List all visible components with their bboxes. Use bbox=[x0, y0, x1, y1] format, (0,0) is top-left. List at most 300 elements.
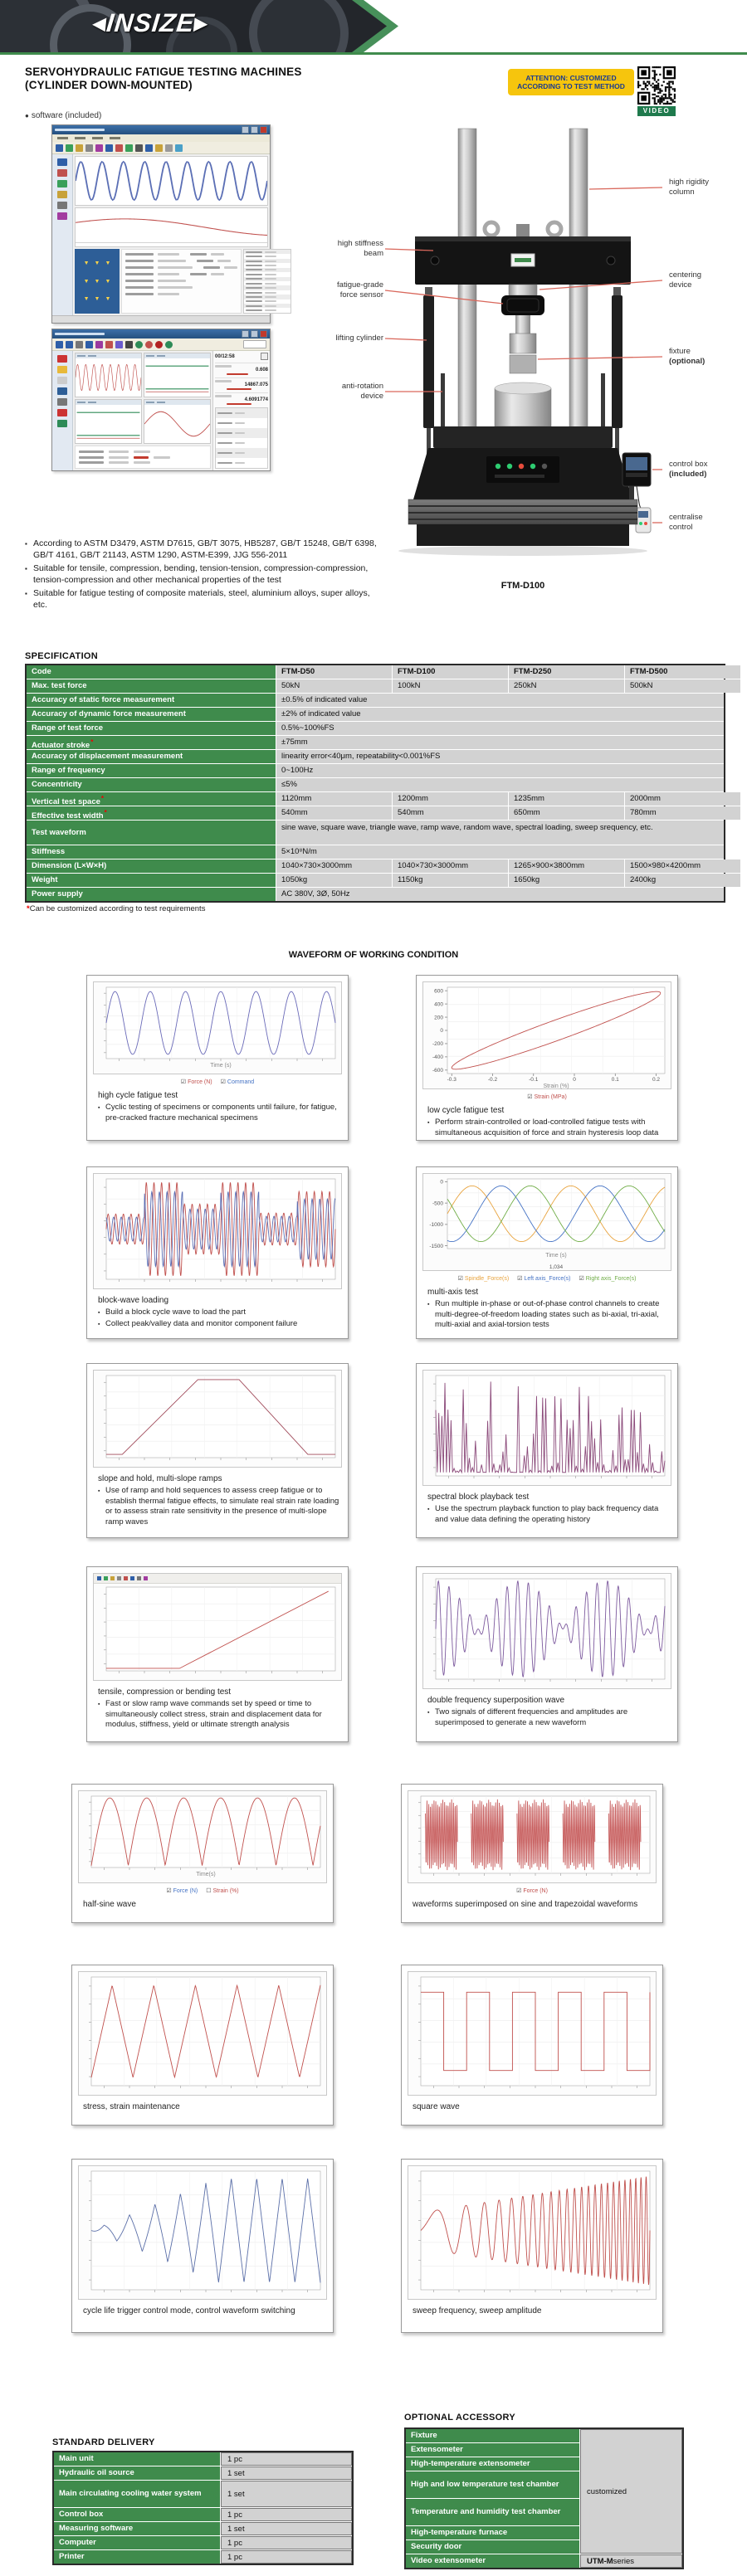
spec-value: FTM-D100 bbox=[393, 665, 508, 679]
svg-text:0: 0 bbox=[573, 1077, 576, 1083]
tool-icon bbox=[135, 341, 143, 348]
waveform-chart bbox=[93, 1573, 342, 1681]
specification-title: SPECIFICATION bbox=[25, 651, 99, 661]
sidebar-icon bbox=[57, 366, 67, 373]
waveform-box bbox=[71, 1784, 334, 1923]
waveform-box bbox=[71, 1965, 334, 2126]
spec-label: Range of frequency bbox=[27, 764, 276, 777]
param-row bbox=[125, 266, 237, 269]
legend-item bbox=[181, 1073, 212, 1088]
param-row bbox=[125, 253, 237, 256]
machine-illustration bbox=[390, 124, 656, 589]
sidebar-icon bbox=[57, 180, 67, 187]
asterisk-icon: * bbox=[27, 904, 30, 913]
svg-text:600: 600 bbox=[434, 988, 443, 995]
machine-label: control box (included) bbox=[669, 460, 708, 479]
legend-item bbox=[579, 1269, 636, 1284]
waveform-bullets bbox=[98, 1307, 339, 1330]
param-row bbox=[125, 293, 237, 295]
waveform-caption: tensile, compression or bending test bbox=[98, 1687, 232, 1697]
standard-delivery-title: STANDARD DELIVERY bbox=[52, 2437, 155, 2447]
param-row bbox=[125, 280, 237, 282]
waveform-bullet: ▪ Use of ramp and hold sequences to assess creep fatigue or to establish thermal fatigue effects, to simulate real strain rate loading or to assess strain rate sensitivity in the presence of multi-slope ramp waves bbox=[98, 1486, 339, 1527]
highlight-value bbox=[134, 456, 149, 459]
maximize-button-icon bbox=[251, 126, 258, 134]
machine-figure bbox=[307, 124, 739, 589]
window-titlebar bbox=[52, 329, 270, 338]
tool-icon bbox=[105, 144, 113, 152]
waveform-chart bbox=[422, 1573, 671, 1689]
bullet-dot-icon: ● bbox=[25, 112, 29, 119]
chart-svg bbox=[78, 2165, 327, 2300]
spec-value: 1500×980×4200mm bbox=[625, 859, 740, 873]
table-row bbox=[216, 408, 267, 418]
bullet-square-icon: ▪ bbox=[98, 1310, 100, 1316]
spec-row bbox=[27, 750, 724, 763]
tool-icon bbox=[145, 144, 153, 152]
bullet-square-icon: ▪ bbox=[427, 1302, 430, 1307]
spec-label: Concentricity bbox=[27, 778, 276, 791]
spec-value: 1040×730×3000mm bbox=[393, 859, 508, 873]
waveform-caption: high cycle fatigue test bbox=[98, 1091, 178, 1100]
bullet-square-icon: ▪ bbox=[427, 1120, 430, 1126]
machine-label: high rigidity column bbox=[669, 178, 710, 197]
legend-item bbox=[458, 1269, 510, 1284]
bullet-square-icon: ▪ bbox=[25, 540, 27, 548]
tool-icon bbox=[125, 341, 133, 348]
data-table bbox=[243, 249, 291, 314]
spec-value-span: ±0.5% of indicated value bbox=[276, 694, 724, 707]
sidebar-icon bbox=[57, 202, 67, 209]
live-chart bbox=[76, 405, 141, 443]
tool-icon bbox=[56, 144, 63, 152]
svg-text:0.1: 0.1 bbox=[611, 1077, 619, 1083]
svg-text:0.2: 0.2 bbox=[652, 1077, 661, 1083]
waveform-section-title: WAVEFORM OF WORKING CONDITION bbox=[288, 950, 459, 960]
accessory-item: Video extensometer bbox=[406, 2554, 579, 2568]
table-row bbox=[216, 448, 267, 458]
waveform-caption: spectral block playback test bbox=[427, 1493, 530, 1502]
waveform-caption: square wave bbox=[413, 2102, 460, 2111]
waveform-bullet: ▪ Fast or slow ramp wave commands set by speed or time to simultaneously collect stress, strain and displacement data for modulus, stiffness, yield or ultimate strength analysis bbox=[98, 1699, 322, 1729]
gear-decoration-icon bbox=[249, 0, 349, 52]
legend-label: Strain (MPa) bbox=[534, 1093, 567, 1100]
legend-item bbox=[516, 1882, 548, 1897]
spec-value-span: 0~100Hz bbox=[276, 764, 724, 777]
spec-value: 650mm bbox=[509, 806, 624, 820]
spec-value-span: 0.5%~100%FS bbox=[276, 722, 724, 735]
software-window-1 bbox=[51, 124, 271, 324]
asterisk-icon: * bbox=[104, 809, 107, 816]
legend-label: Command bbox=[227, 1079, 255, 1085]
waveform-chart bbox=[422, 981, 671, 1089]
combo-box bbox=[243, 340, 266, 348]
tool-icon bbox=[115, 341, 123, 348]
window-titlebar bbox=[52, 125, 270, 134]
legend-label: Force (N) bbox=[188, 1079, 212, 1085]
waveform-chart bbox=[408, 1971, 657, 2096]
spec-row bbox=[27, 778, 724, 791]
intro-bullet: ▪ According to ASTM D3479, ASTM D7615, GB/T 3075, HB5287, GB/T 15248, GB/T 6398, GB/T 4161, GB/T 21143, ASTM 1290, ASTM-E399, JJG 556-2011 bbox=[25, 538, 377, 560]
spec-value: FTM-D250 bbox=[509, 665, 624, 679]
close-button-icon bbox=[260, 330, 267, 338]
bullet-square-icon: ▪ bbox=[427, 1710, 430, 1716]
readout-value: 14867.075 bbox=[244, 382, 268, 387]
legend-label: Force (N) bbox=[173, 1887, 198, 1894]
grid-icon bbox=[261, 353, 268, 360]
waveform-bullets bbox=[98, 1699, 339, 1731]
waveform-chart bbox=[422, 1370, 671, 1486]
delivery-qty: 1 pc bbox=[221, 2536, 352, 2549]
minimize-button-icon bbox=[242, 330, 249, 338]
tool-icon bbox=[145, 341, 153, 348]
checkbox-icon: ☑ bbox=[527, 1093, 533, 1100]
svg-text:0: 0 bbox=[440, 1028, 443, 1035]
page-header bbox=[0, 0, 747, 52]
waveform-bullet: ▪ Cyclic testing of specimens or components until failure, for fatigue, pre-cracked fracture mechanical specimens bbox=[98, 1103, 337, 1122]
waveform-box bbox=[86, 1566, 349, 1742]
svg-text:Strain (%): Strain (%) bbox=[543, 1083, 569, 1089]
waveform-bullet: ▪ Run multiple in-phase or out-of-phase control channels to create multi-degree-of-freedom loading states such as bi-axial, tri-axial, multi-axial and axial-torsion tests bbox=[427, 1299, 660, 1329]
minimize-button-icon bbox=[242, 126, 249, 134]
spec-row bbox=[27, 792, 724, 806]
delivery-qty: 1 pc bbox=[221, 2550, 352, 2564]
chart-svg bbox=[78, 1790, 327, 1883]
model-caption: FTM-D100 bbox=[500, 581, 545, 591]
spec-label: Weight bbox=[27, 874, 276, 887]
spec-value: 1265×900×3800mm bbox=[509, 859, 624, 873]
tool-icon bbox=[165, 144, 173, 152]
waveform-chart bbox=[78, 2165, 327, 2300]
legend-item bbox=[517, 1269, 570, 1284]
spec-value: 2400kg bbox=[625, 874, 740, 887]
spec-value-span: 5×10⁸N/m bbox=[276, 845, 724, 859]
waveform-caption: double frequency superposition wave bbox=[427, 1696, 565, 1705]
svg-text:-400: -400 bbox=[432, 1054, 443, 1061]
readout-panel bbox=[212, 351, 270, 470]
waveform-bullet: ▪ Build a block cycle wave to load the part bbox=[98, 1307, 339, 1319]
spec-value: FTM-D50 bbox=[276, 665, 392, 679]
svg-text:-500: -500 bbox=[432, 1200, 443, 1207]
spec-row bbox=[27, 736, 724, 749]
legend-label: Force (N) bbox=[523, 1887, 548, 1894]
table-row bbox=[216, 458, 267, 468]
intro-bullet-list bbox=[25, 538, 383, 612]
delivery-row bbox=[54, 2452, 352, 2466]
waveform-bullets bbox=[427, 1299, 669, 1331]
waveform-box bbox=[71, 2159, 334, 2333]
header-divider bbox=[0, 52, 747, 55]
accessory-item: Fixture bbox=[406, 2429, 579, 2442]
spec-value: 1200mm bbox=[393, 792, 508, 806]
spec-row bbox=[27, 888, 724, 901]
spec-value: 1650kg bbox=[509, 874, 624, 887]
waveform-box bbox=[401, 1965, 663, 2126]
waveform-chart bbox=[93, 1370, 342, 1468]
delivery-item: Computer bbox=[54, 2536, 220, 2549]
svg-text:Time (s): Time (s) bbox=[545, 1253, 567, 1259]
chart-svg bbox=[422, 1573, 671, 1689]
sidebar-icon bbox=[57, 212, 67, 220]
spec-value: 1050kg bbox=[276, 874, 392, 887]
tool-icon bbox=[125, 144, 133, 152]
sidebar-icon bbox=[57, 377, 67, 384]
qr-code bbox=[637, 66, 676, 105]
spec-row bbox=[27, 764, 724, 777]
svg-text:-0.1: -0.1 bbox=[529, 1077, 539, 1083]
sidebar-icon bbox=[57, 191, 67, 198]
spec-label: Max. test force bbox=[27, 679, 276, 693]
spec-value-span: ±75mm bbox=[276, 736, 724, 749]
waveform-chart bbox=[78, 1971, 327, 2096]
accessory-value: customized bbox=[580, 2429, 682, 2554]
sidebar-icon bbox=[57, 420, 67, 427]
spec-label: Accuracy of dynamic force measurement bbox=[27, 708, 276, 721]
legend-label: Right axis_Force(s) bbox=[585, 1275, 637, 1282]
tool-icon bbox=[85, 144, 93, 152]
waveform-bullet: ▪ Use the spectrum playback function to play back frequency data and value data defining the operating history bbox=[427, 1504, 659, 1524]
waveform-caption: slope and hold, multi-slope ramps bbox=[98, 1474, 222, 1483]
spec-value-span: linearity error<40μm, repeatability<0.001%FS bbox=[276, 750, 724, 763]
page-title: SERVOHYDRAULIC FATIGUE TESTING MACHINES (CYLINDER DOWN-MOUNTED) bbox=[25, 66, 302, 91]
software-included-label: ● software (included) bbox=[25, 111, 102, 120]
waveform-box bbox=[416, 1566, 678, 1742]
optional-accessory-table bbox=[404, 2427, 684, 2569]
svg-text:-1000: -1000 bbox=[429, 1222, 443, 1229]
chart-svg bbox=[422, 981, 671, 1089]
tool-icon bbox=[165, 341, 173, 348]
accessory-item: Security door bbox=[406, 2540, 579, 2554]
chart-svg bbox=[93, 981, 342, 1074]
delivery-row bbox=[54, 2536, 352, 2549]
chart-svg bbox=[93, 1573, 342, 1681]
accessory-item: High-temperature extensometer bbox=[406, 2457, 579, 2471]
results-table bbox=[215, 407, 268, 469]
legend-label: Strain (%) bbox=[212, 1887, 239, 1894]
brand-logo: ◀INSIZE▶ bbox=[91, 8, 209, 37]
sidebar-icon bbox=[57, 169, 67, 177]
spec-row bbox=[27, 708, 724, 721]
sidebar-icon bbox=[57, 387, 67, 395]
spec-row bbox=[27, 694, 724, 707]
toolbar bbox=[52, 142, 270, 154]
waveform-bullet: ▪ Collect peak/valley data and monitor component failure bbox=[98, 1319, 339, 1331]
spec-label: Vertical test space* bbox=[27, 792, 276, 806]
checkbox-icon: ☑ bbox=[166, 1887, 172, 1894]
waveform-caption: low cycle fatigue test bbox=[427, 1106, 505, 1115]
spec-label: Accuracy of displacement measurement bbox=[27, 750, 276, 763]
param-row bbox=[125, 273, 237, 275]
svg-text:1,034: 1,034 bbox=[549, 1264, 564, 1270]
waveform-box bbox=[86, 1363, 349, 1538]
svg-text:-200: -200 bbox=[432, 1041, 443, 1048]
spec-value: FTM-D500 bbox=[625, 665, 740, 679]
chart-svg bbox=[422, 1370, 671, 1486]
tool-icon bbox=[105, 341, 113, 348]
spec-value: 100kN bbox=[393, 679, 508, 693]
menu-bar bbox=[52, 134, 270, 142]
waveform-chart bbox=[422, 1173, 671, 1271]
toolbar bbox=[52, 338, 270, 351]
spec-value: 780mm bbox=[625, 806, 740, 820]
bullet-square-icon: ▪ bbox=[98, 1488, 100, 1494]
waveform-chart bbox=[408, 2165, 657, 2300]
spec-value: 50kN bbox=[276, 679, 392, 693]
spec-label: Power supply bbox=[27, 888, 276, 901]
table-row bbox=[216, 438, 267, 448]
svg-text:0: 0 bbox=[440, 1179, 443, 1186]
accessory-item: Temperature and humidity test chamber bbox=[406, 2499, 579, 2525]
chart-legend bbox=[87, 1075, 348, 1084]
delivery-qty: 1 set bbox=[221, 2522, 352, 2535]
waveform-bullets bbox=[427, 1504, 669, 1525]
readout-value: 0.608 bbox=[255, 368, 268, 373]
accessory-item: High and low temperature test chamber bbox=[406, 2471, 579, 2498]
spec-label: Test waveform bbox=[27, 821, 276, 845]
table-row bbox=[244, 308, 290, 312]
waveform-chart bbox=[78, 1790, 327, 1883]
param-row bbox=[79, 461, 207, 464]
maximize-button-icon bbox=[251, 330, 258, 338]
tool-icon bbox=[95, 341, 103, 348]
delivery-item: Control box bbox=[54, 2508, 220, 2521]
checkbox-icon: ☑ bbox=[220, 1079, 226, 1085]
accessory-value: UTM-M series bbox=[580, 2554, 682, 2568]
waveform-bullets bbox=[98, 1103, 339, 1123]
spec-row bbox=[27, 665, 724, 679]
sidebar-icon bbox=[57, 398, 67, 406]
spec-label: Code bbox=[27, 665, 276, 679]
delivery-row bbox=[54, 2522, 352, 2535]
parameters-strip bbox=[75, 446, 211, 469]
svg-text:-0.3: -0.3 bbox=[447, 1077, 456, 1083]
chart-svg bbox=[422, 1173, 671, 1271]
chart-legend bbox=[417, 1090, 677, 1099]
legend-item bbox=[527, 1088, 567, 1103]
spec-label: Effective test width* bbox=[27, 806, 276, 820]
chart-svg bbox=[408, 1790, 657, 1883]
optional-accessory-title: OPTIONAL ACCESSORY bbox=[404, 2413, 515, 2423]
waveform-chart bbox=[408, 1790, 657, 1883]
spec-table bbox=[25, 664, 725, 903]
table-row bbox=[216, 428, 267, 438]
tool-icon bbox=[175, 144, 183, 152]
table-row bbox=[216, 418, 267, 428]
legend-label: Spindle_Force(s) bbox=[464, 1275, 510, 1282]
spec-label: Stiffness bbox=[27, 845, 276, 859]
checkbox-icon: ☑ bbox=[517, 1275, 523, 1282]
spec-label: Dimension (L×W×H) bbox=[27, 859, 276, 873]
standard-delivery-table bbox=[52, 2451, 354, 2565]
software-chart-curve bbox=[75, 207, 268, 247]
waveform-caption: stress, strain maintenance bbox=[83, 2102, 180, 2111]
delivery-row bbox=[54, 2508, 352, 2521]
spec-footnote: *Can be customized according to test requirements bbox=[27, 904, 206, 913]
delivery-qty: 1 pc bbox=[221, 2452, 352, 2466]
waveform-chart bbox=[93, 981, 342, 1074]
live-chart bbox=[144, 358, 210, 397]
close-button-icon bbox=[260, 126, 267, 134]
bullet-square-icon: ▪ bbox=[98, 1702, 100, 1707]
video-label: VIDEO bbox=[637, 106, 676, 116]
legend-item bbox=[206, 1882, 238, 1897]
spec-row bbox=[27, 806, 724, 820]
delivery-qty: 1 set bbox=[221, 2466, 352, 2480]
machine-label: fixture (optional) bbox=[669, 347, 706, 366]
param-row bbox=[125, 286, 237, 289]
spec-value: 1120mm bbox=[276, 792, 392, 806]
tool-icon bbox=[115, 144, 123, 152]
tool-icon bbox=[95, 144, 103, 152]
logo-right-arrow-icon: ▶ bbox=[193, 15, 209, 33]
checkbox-icon: ☑ bbox=[457, 1275, 463, 1282]
waveform-box bbox=[401, 2159, 663, 2333]
spec-value: 1150kg bbox=[393, 874, 508, 887]
tool-icon bbox=[66, 144, 73, 152]
accessory-item: Extensometer bbox=[406, 2443, 579, 2457]
elapsed-time: 00/12:58 bbox=[215, 353, 235, 359]
machine-label: fatigue-grade force sensor bbox=[337, 280, 383, 299]
spec-label: Range of test force bbox=[27, 722, 276, 735]
machine-label: lifting cylinder bbox=[335, 334, 383, 343]
tool-icon bbox=[76, 144, 83, 152]
spec-row bbox=[27, 722, 724, 735]
spec-label: Accuracy of static force measurement bbox=[27, 694, 276, 707]
delivery-item: Measuring software bbox=[54, 2522, 220, 2535]
delivery-row bbox=[54, 2481, 352, 2507]
waveform-chart bbox=[93, 1173, 342, 1289]
chart-svg bbox=[93, 1370, 342, 1468]
logo-left-arrow-icon: ◀ bbox=[91, 15, 108, 33]
checkbox-icon: ☑ bbox=[516, 1887, 522, 1894]
asterisk-icon: * bbox=[100, 795, 105, 802]
chart-svg bbox=[408, 1971, 657, 2096]
bullet-square-icon: ▪ bbox=[25, 565, 27, 572]
delivery-item: Main unit bbox=[54, 2452, 220, 2466]
spec-value: 1235mm bbox=[509, 792, 624, 806]
svg-text:400: 400 bbox=[434, 1001, 443, 1008]
spec-row bbox=[27, 874, 724, 887]
bullet-square-icon: ▪ bbox=[98, 1105, 100, 1111]
bullet-square-icon: ▪ bbox=[98, 1321, 100, 1327]
spec-row bbox=[27, 821, 724, 845]
live-chart bbox=[76, 358, 141, 397]
tool-icon bbox=[76, 341, 83, 348]
intro-bullet: ▪ Suitable for tensile, compression, bending, tension-tension, compression-compression, tension-compression and other mechanical properties of the test bbox=[25, 563, 369, 585]
waveform-caption: waveforms superimposed on sine and trapezoidal waveforms bbox=[413, 1900, 638, 1909]
machine-label: high stiffness beam bbox=[337, 239, 383, 258]
waveform-box bbox=[416, 1363, 678, 1538]
spec-row bbox=[27, 679, 724, 693]
sidebar-icon bbox=[57, 409, 67, 416]
svg-text:Time(s): Time(s) bbox=[196, 1872, 216, 1877]
bullet-square-icon: ▪ bbox=[25, 590, 27, 597]
delivery-qty: 1 set bbox=[221, 2481, 352, 2507]
param-row bbox=[125, 260, 237, 262]
spec-value-span: sine wave, square wave, triangle wave, ramp wave, random wave, spectral loading, sweep srequency, etc. bbox=[276, 821, 724, 845]
chart-svg bbox=[93, 1173, 342, 1289]
legend-label: Left axis_Force(s) bbox=[524, 1275, 571, 1282]
tool-icon bbox=[135, 144, 143, 152]
chart-legend bbox=[417, 1272, 677, 1281]
chart-svg bbox=[78, 1971, 327, 2096]
attention-badge: ATTENTION: CUSTOMIZED ACCORDING TO TEST METHOD bbox=[508, 69, 634, 95]
checkbox-icon: ☐ bbox=[206, 1887, 212, 1894]
svg-text:-600: -600 bbox=[432, 1068, 443, 1074]
waveform-box bbox=[401, 1784, 663, 1923]
bullet-square-icon: ▪ bbox=[427, 1507, 430, 1512]
tool-icon bbox=[155, 144, 163, 152]
